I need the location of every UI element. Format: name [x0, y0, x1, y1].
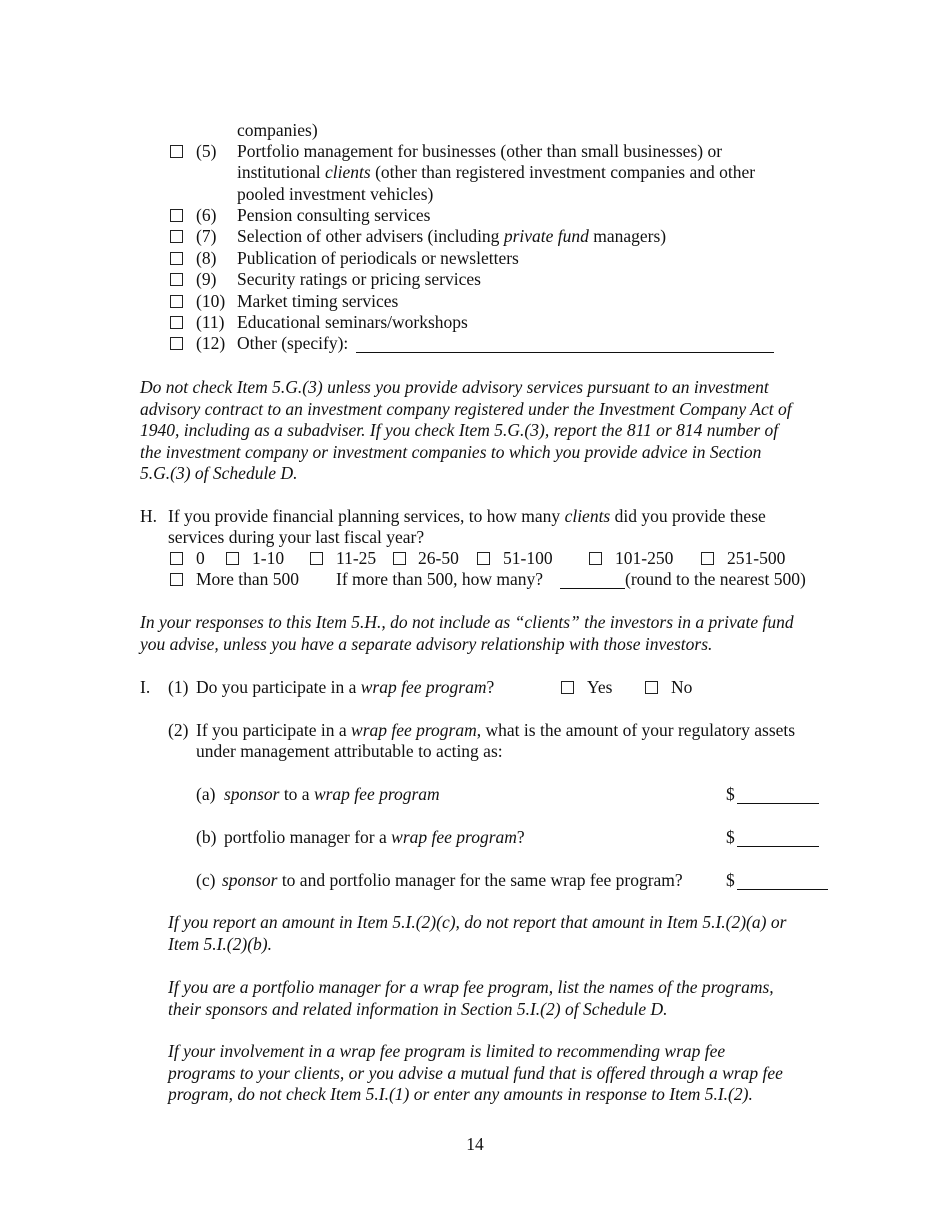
- item-number: (1): [168, 677, 189, 697]
- dollar-sign: $: [726, 827, 735, 847]
- checkbox-clients-more-than-500[interactable]: [170, 573, 183, 586]
- how-many-label: If more than 500, how many?: [336, 569, 544, 589]
- checkbox-clients-251-500[interactable]: [701, 552, 714, 565]
- section-h-question-line2: services during your last fiscal year?: [168, 527, 425, 547]
- round-label: (round to the nearest 500): [625, 569, 806, 589]
- checkbox-clients-11-25[interactable]: [310, 552, 323, 565]
- yes-label: Yes: [587, 677, 613, 697]
- option-label: 11-25: [336, 548, 377, 568]
- item-12-text: Other (specify):: [237, 333, 349, 353]
- item-number: (5): [196, 141, 217, 161]
- option-label: More than 500: [196, 569, 300, 589]
- sponsor-text: sponsor to a wrap fee program: [224, 784, 440, 804]
- item-5-line3: pooled investment vehicles): [237, 184, 434, 204]
- no-label: No: [671, 677, 693, 697]
- sponsor-and-manager-amount-input[interactable]: [737, 873, 828, 890]
- sponsor-and-manager-text: sponsor to and portfolio manager for the same wrap fee program?: [222, 870, 683, 890]
- item-number: (2): [168, 720, 189, 740]
- wrap-fee-question: Do you participate in a wrap fee program?: [196, 677, 495, 697]
- checkbox-item-12[interactable]: [170, 337, 183, 350]
- section-i-letter: I.: [140, 677, 151, 697]
- option-label: 26-50: [418, 548, 459, 568]
- checkbox-item-10[interactable]: [170, 295, 183, 308]
- section-h-letter: H.: [140, 506, 158, 526]
- section-h-question-line1: If you provide financial planning services, to how many clients did you provide these: [168, 506, 766, 526]
- option-label: 51-100: [503, 548, 553, 568]
- note-item-5g: Do not check Item 5.G.(3) unless you provide advisory services pursuant to an investment advisory contract to an investment company registered under the Investment Company Act of 1940, including as a subadviser. If you check Item 5.G.(3), report the 811 or 814 number of the investment company or investment companies to which you provide advice in Section 5.G.(3) of Schedule D.: [140, 377, 792, 483]
- option-label: 101-250: [615, 548, 674, 568]
- dollar-sign: $: [726, 784, 735, 804]
- item-number: (11): [196, 312, 225, 332]
- item-11-text: Educational seminars/workshops: [237, 312, 468, 332]
- item-10-text: Market timing services: [237, 291, 399, 311]
- checkbox-clients-0[interactable]: [170, 552, 183, 565]
- other-specify-input[interactable]: [356, 336, 774, 353]
- item-number: (12): [196, 333, 226, 353]
- item-9-text: Security ratings or pricing services: [237, 269, 481, 289]
- item-number: (8): [196, 248, 217, 268]
- checkbox-item-5[interactable]: [170, 145, 183, 158]
- item-number: (10): [196, 291, 226, 311]
- item-5-line1: Portfolio management for businesses (other than small businesses) or: [237, 141, 723, 161]
- how-many-input[interactable]: [560, 572, 625, 589]
- item-number: (7): [196, 226, 217, 246]
- option-label: 0: [196, 548, 205, 568]
- checkbox-clients-101-250[interactable]: [589, 552, 602, 565]
- checkbox-item-11[interactable]: [170, 316, 183, 329]
- checkbox-clients-26-50[interactable]: [393, 552, 406, 565]
- wrap-fee-amount-question-line2: under management attributable to acting as:: [196, 741, 503, 761]
- option-label: 1-10: [252, 548, 285, 568]
- checkbox-clients-51-100[interactable]: [477, 552, 490, 565]
- note-item-5i-involvement: If your involvement in a wrap fee program is limited to recommending wrap fee programs to your clients, or you advise a mutual fund that is offered through a wrap fee program, do not check Item 5.I.(1) or enter any amounts in response to Item 5.I.(2).: [168, 1041, 783, 1104]
- option-label: 251-500: [727, 548, 786, 568]
- checkbox-yes[interactable]: [561, 681, 574, 694]
- item-number: (6): [196, 205, 217, 225]
- item-8-text: Publication of periodicals or newsletters: [237, 248, 519, 268]
- dollar-sign: $: [726, 870, 735, 890]
- checkbox-no[interactable]: [645, 681, 658, 694]
- item-number: (9): [196, 269, 217, 289]
- note-item-5h: In your responses to this Item 5.H., do not include as “clients” the investors in a private fund you advise, unless you have a separate advisory relationship with those investors.: [140, 612, 794, 654]
- portfolio-manager-text: portfolio manager for a wrap fee program?: [224, 827, 525, 847]
- sponsor-amount-input[interactable]: [737, 787, 819, 804]
- page-number: 14: [466, 1134, 484, 1154]
- item-7-text: Selection of other advisers (including private fund managers): [237, 226, 667, 246]
- list-continuation: companies): [237, 120, 318, 140]
- item-6-text: Pension consulting services: [237, 205, 431, 225]
- checkbox-item-7[interactable]: [170, 230, 183, 243]
- note-item-5i-c: If you report an amount in Item 5.I.(2)(c), do not report that amount in Item 5.I.(2)(a) or Item 5.I.(2)(b).: [168, 912, 787, 954]
- checkbox-item-6[interactable]: [170, 209, 183, 222]
- note-item-5i-portfolio: If you are a portfolio manager for a wrap fee program, list the names of the programs, their sponsors and related information in Section 5.I.(2) of Schedule D.: [168, 977, 774, 1019]
- sub-item-label: (b): [196, 827, 217, 847]
- portfolio-manager-amount-input[interactable]: [737, 830, 819, 847]
- wrap-fee-amount-question-line1: If you participate in a wrap fee program, what is the amount of your regulatory assets: [196, 720, 796, 740]
- sub-item-label: (c): [196, 870, 216, 890]
- checkbox-item-8[interactable]: [170, 252, 183, 265]
- checkbox-clients-1-10[interactable]: [226, 552, 239, 565]
- item-5-line2: institutional clients (other than registered investment companies and other: [237, 162, 756, 182]
- checkbox-item-9[interactable]: [170, 273, 183, 286]
- sub-item-label: (a): [196, 784, 216, 804]
